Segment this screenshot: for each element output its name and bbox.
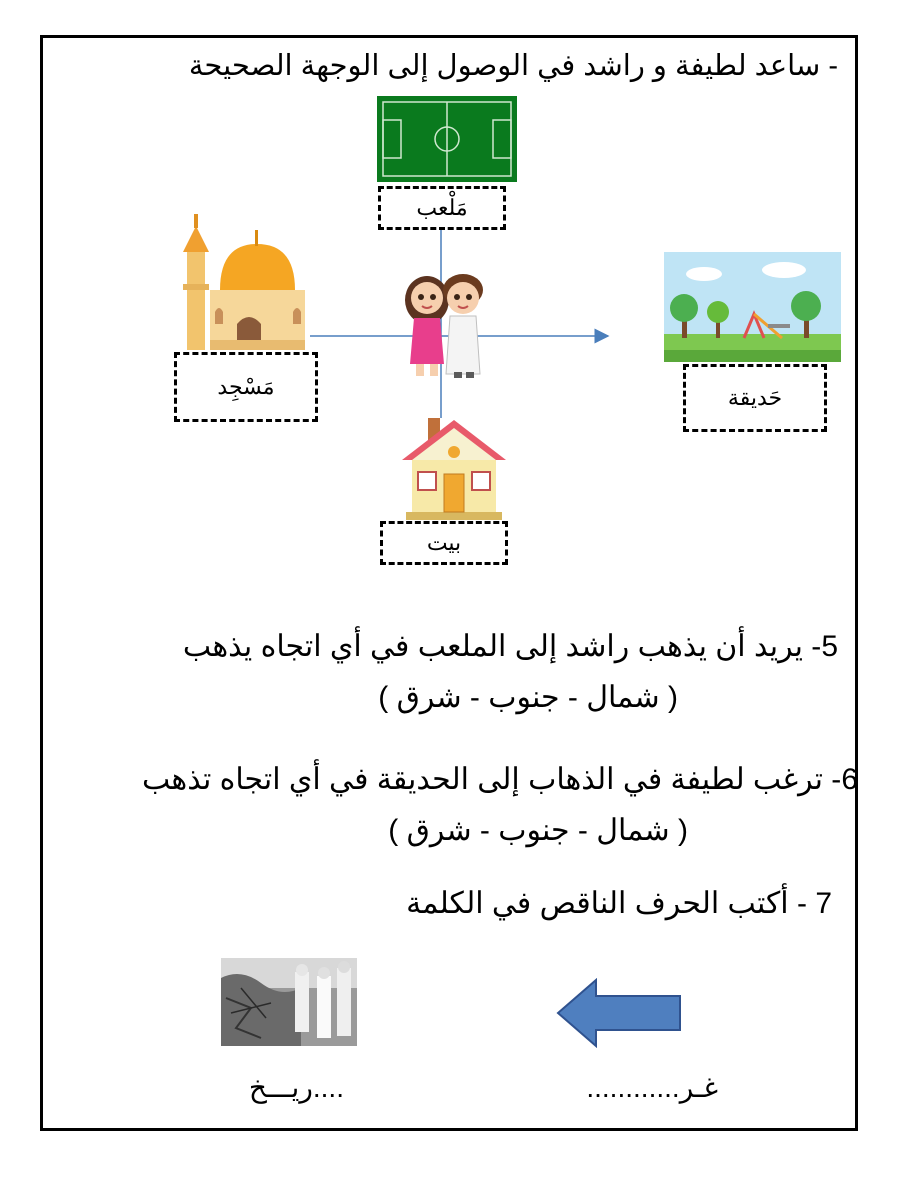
people-photo <box>221 958 357 1046</box>
question-6-options: ( شمال - جنوب - شرق ) <box>388 814 688 847</box>
question-5-options: ( شمال - جنوب - شرق ) <box>378 681 678 714</box>
stadium-image <box>377 96 517 182</box>
question-7-text: 7 - أكتب الحرف الناقص في الكلمة <box>406 887 832 920</box>
children-image <box>400 266 492 380</box>
park-image <box>664 252 841 362</box>
label-box-mosque <box>174 352 318 422</box>
label-mosque: مَسْجِد <box>217 374 275 399</box>
label-park: حَديقة <box>727 385 783 410</box>
label-box-house <box>380 521 508 565</box>
left-arrow-icon <box>556 978 684 1048</box>
label-box-stadium <box>378 186 506 230</box>
question-6-text: 6- ترغب لطيفة في الذهاب إلى الحديقة في أي اتجاه تذهب <box>141 763 858 796</box>
house-image <box>398 412 510 520</box>
question-5-text: 5- يريد أن يذهب راشد إلى الملعب في أي اتجاه يذهب <box>182 630 838 663</box>
label-box-park <box>683 364 827 432</box>
word-right: غـر............ <box>586 1072 718 1103</box>
mosque-image <box>175 212 310 350</box>
instruction-text: - ساعد لطيفة و راشد في الوصول إلى الوجهة الصحيحة <box>188 50 838 82</box>
label-stadium: مَلْعب <box>416 195 468 220</box>
label-house: بيت <box>426 530 462 555</box>
word-left: ....ريـــخ <box>248 1072 344 1103</box>
